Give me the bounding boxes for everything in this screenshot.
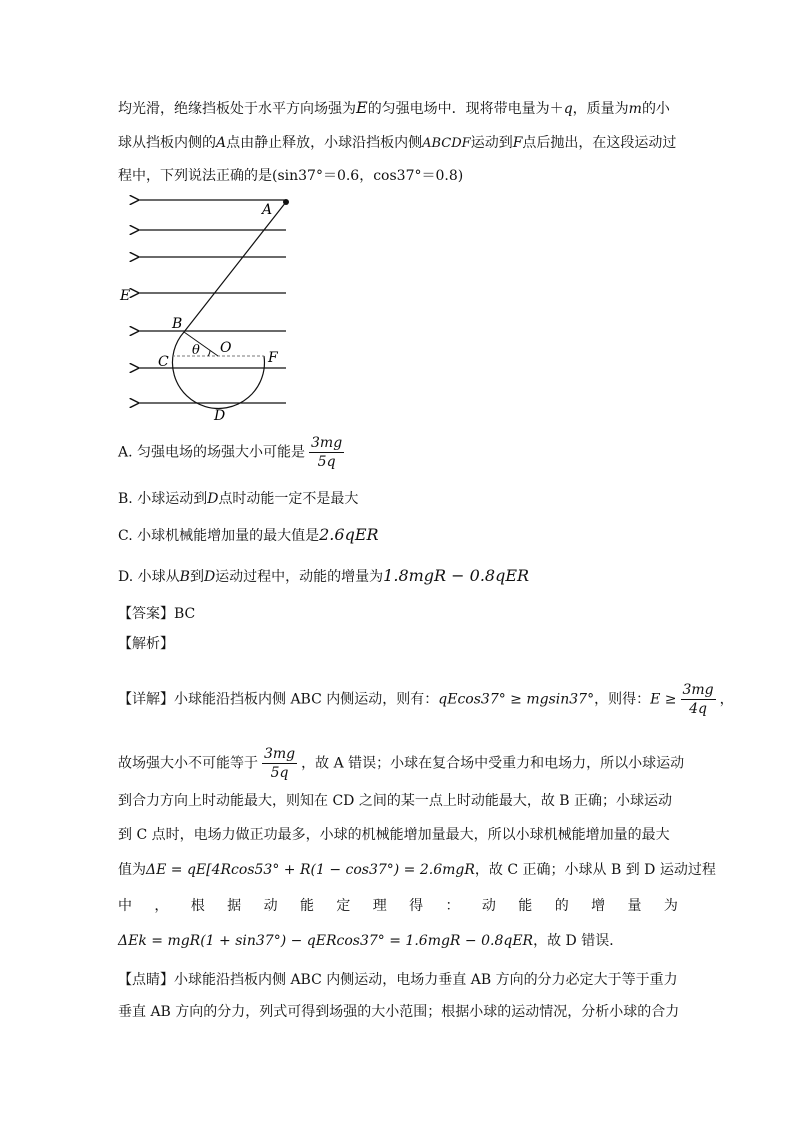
math-expression: qEcos37° ≥ mgsin37°	[438, 691, 595, 708]
text: 点由静止释放，小球沿挡板内侧	[226, 135, 423, 151]
math-expression: ΔEk = mgR(1 + sin37°) − qERcos37° = 1.6mgR − 0.8qER	[118, 933, 534, 949]
ball-A	[283, 199, 289, 205]
option-letter: B.	[118, 491, 133, 507]
symbol-A: A	[216, 135, 227, 151]
question-line-3: 程中，下列说法正确的是(sin37°＝0.6，cos37°＝0.8)	[118, 168, 464, 184]
symbol-q: q	[563, 101, 573, 117]
spaced-char: 理	[372, 898, 387, 914]
text: ，故 D 错误．	[533, 933, 624, 949]
spaced-char: 量	[627, 898, 642, 914]
symbol-F: F	[512, 135, 523, 151]
explanation-line-6	[118, 896, 678, 916]
option-A	[118, 434, 348, 471]
numerator: 3mg	[682, 682, 714, 698]
spaced-char: ：	[445, 898, 460, 914]
spaced-text-row	[118, 896, 678, 916]
symbol-m: m	[628, 101, 642, 117]
option-B	[118, 489, 358, 509]
label-D: D	[214, 408, 226, 424]
spaced-char: 能	[299, 898, 314, 914]
option-text: 点时动能一定不是最大	[218, 491, 359, 507]
denominator: 5q	[262, 763, 297, 782]
explanation-line-1	[118, 681, 734, 718]
label-F: F	[268, 350, 278, 366]
option-text: 小球运动到	[137, 491, 208, 507]
text: 【详解】小球能沿挡板内侧 ABC 内侧运动，则有：	[118, 691, 439, 708]
comment-line-1: 【点睛】小球能沿挡板内侧 ABC 内侧运动，电场力垂直 AB 方向的分力必定大于等于重力	[118, 972, 678, 988]
numerator: 3mg	[264, 746, 296, 762]
option-C	[118, 525, 379, 546]
spaced-char: 为	[663, 898, 678, 914]
math-expression: ΔE = qE[4Rcos53° + R(1 − cos37°) = 2.6mgR	[146, 862, 475, 878]
explanation-line-5	[118, 860, 716, 880]
label-theta: θ	[192, 343, 200, 358]
question-line-2	[118, 133, 676, 154]
incline-AB	[184, 202, 286, 332]
label-E: E	[120, 288, 131, 304]
explanation-line-3: 到合力方向上时动能最大，则知在 CD 之间的某一点上时动能最大，故 B 正确；小球运动	[118, 793, 673, 809]
symbol-D: D	[203, 569, 216, 585]
text: 球从挡板内侧的	[118, 135, 216, 151]
text: ，则得：	[594, 691, 651, 708]
spaced-char: 得	[409, 898, 424, 914]
explanation-line-7	[118, 931, 623, 951]
text: 均光滑，绝缘挡板处于水平方向场强为	[118, 101, 356, 117]
spaced-char: 动	[481, 898, 496, 914]
text: 故场强大小不可能等于	[118, 755, 258, 772]
spaced-char: 根	[190, 898, 205, 914]
answer-label: 【答案】BC	[118, 606, 196, 622]
math-expression: 2.6qER	[319, 525, 379, 544]
label-C: C	[158, 354, 169, 370]
math-expression: E ≥	[650, 691, 677, 708]
spaced-char: 的	[554, 898, 569, 914]
text: ，故 C 正确；小球从 B 到 D 运动过程	[474, 862, 716, 878]
label-O: O	[220, 340, 232, 356]
option-text: 小球从	[137, 569, 180, 585]
text: 运动到	[470, 135, 513, 151]
option-letter: A.	[118, 444, 133, 461]
spaced-char: 据	[227, 898, 242, 914]
symbol-E: E	[356, 98, 368, 117]
radius-OB	[184, 332, 218, 356]
text: 点后抛出，在这段运动过	[522, 135, 677, 151]
spaced-char: 能	[518, 898, 533, 914]
option-letter: D.	[118, 569, 134, 585]
symbol-path: ABCDF	[422, 136, 471, 151]
option-text: 运动过程中，动能的增量为	[215, 569, 384, 585]
option-text: 到	[189, 569, 204, 585]
question-line-1	[118, 98, 670, 119]
spaced-char: 增	[591, 898, 606, 914]
explanation-line-4: 到 C 点时，电场力做正功最多，小球的机械能增加量最大，所以小球机械能增加量的最大	[118, 827, 670, 843]
spaced-char: 定	[336, 898, 351, 914]
label-B: B	[172, 316, 183, 332]
circular-track	[172, 332, 264, 408]
denominator: 5q	[309, 452, 344, 471]
text: 值为	[118, 862, 146, 878]
angle-arc	[208, 350, 210, 356]
text: ，质量为	[572, 101, 629, 117]
spaced-char: ，	[154, 898, 169, 914]
text: ，	[719, 691, 734, 708]
spaced-char: 中	[118, 898, 132, 914]
comment-line-2: 垂直 AB 方向的分力，列式可得到场强的大小范围；根据小球的运动情况，分析小球的合力	[118, 1004, 680, 1020]
math-expression: 1.8mgR − 0.8qER	[383, 566, 530, 585]
option-text: 匀强电场的场强大小可能是	[137, 444, 306, 461]
option-letter: C.	[118, 528, 133, 544]
symbol-B: B	[179, 569, 190, 585]
text: 的匀强电场中．现将带电量为＋	[367, 101, 564, 117]
text: 的小	[641, 101, 670, 117]
label-A: A	[262, 202, 273, 218]
option-text: 小球机械能增加量的最大值是	[137, 528, 320, 544]
numerator: 3mg	[311, 435, 343, 451]
text: ，故 A 错误；小球在复合场中受重力和电场力，所以小球运动	[301, 755, 685, 772]
physics-diagram	[118, 190, 298, 425]
explanation-line-2	[118, 745, 684, 782]
option-D	[118, 566, 529, 587]
spaced-char: 动	[263, 898, 278, 914]
analysis-label: 【解析】	[118, 636, 174, 652]
denominator: 4q	[681, 699, 716, 718]
fraction	[681, 681, 716, 718]
fraction	[309, 434, 344, 471]
symbol-D: D	[207, 491, 219, 507]
fraction	[262, 745, 297, 782]
